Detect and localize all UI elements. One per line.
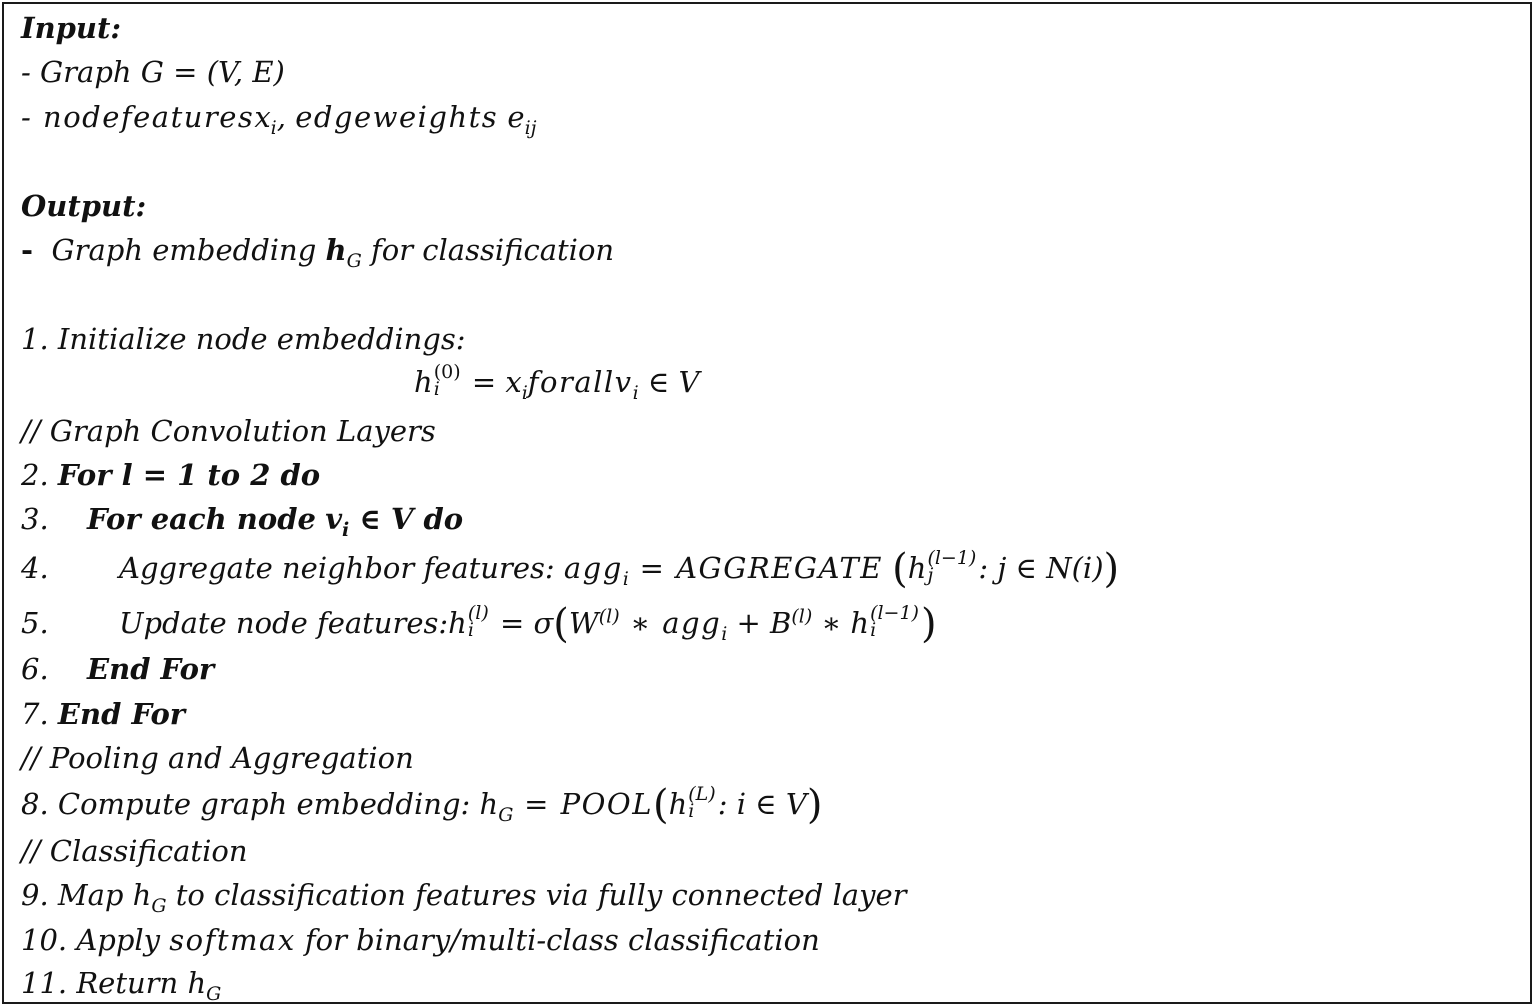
step-5-h: h (448, 606, 467, 640)
step-7 (21, 696, 185, 732)
step-10-softmax: softmax (169, 923, 296, 957)
step-5-h-scripts: (l) i (467, 602, 489, 641)
step-9-h-sub: G (151, 894, 167, 917)
x-subscript: i (270, 116, 277, 139)
input-features-line (21, 99, 537, 139)
step-8-lparen: ( (652, 782, 669, 828)
output-text-post: for classification (371, 233, 615, 267)
input-heading: Input: (21, 11, 122, 45)
step-5-W-sup: (l) (598, 605, 620, 628)
step-5-B-sup: (l) (791, 605, 813, 628)
step-10-post: for binary/multi-class classification (304, 923, 820, 957)
step-8-rparen: ) (806, 782, 823, 828)
edgeweights-text: edgeweights (295, 100, 499, 134)
step-3-number: 3. (21, 502, 49, 536)
step-8-hi: h (668, 787, 688, 821)
step-5-star-h: ∗ h (812, 606, 870, 640)
output-dash: - (21, 233, 34, 267)
step-5-number: 5. (21, 606, 49, 640)
step-4 (21, 546, 1120, 592)
output-heading: Output: (21, 189, 147, 223)
step-6-text: End For (87, 652, 215, 686)
output-text-pre: Graph embedding (51, 233, 317, 267)
eq-v-sub: i (632, 381, 639, 404)
step-4-lparen: ( (892, 546, 908, 592)
step-4-rest: : j ∈ N(i) (978, 551, 1104, 585)
input-graph-line: - Graph G = (V, E) (21, 55, 285, 89)
step-10-pre: 10. Apply (21, 923, 161, 957)
eq-equals-x: = x (462, 365, 522, 399)
step-4-agg: agg (563, 551, 623, 585)
step-9 (21, 877, 907, 917)
comment-pooling: // Pooling and Aggregation (21, 741, 414, 775)
step-5-lparen: ( (553, 601, 569, 647)
hG-symbol: h (325, 233, 347, 267)
eq-in-V: ∈ V (638, 365, 700, 399)
e-subscript: ij (524, 116, 537, 139)
x-symbol: x (254, 100, 271, 134)
hG-subscript: G (346, 249, 362, 272)
step-9-post: to classification features via fully connected layer (175, 878, 907, 912)
output-line (21, 232, 615, 272)
step-4-h-scripts: (l−1) j (927, 547, 977, 586)
step-11-pre: 11. Return (21, 966, 179, 1000)
step-2-number: 2. (21, 458, 49, 492)
features-text: - nodefeatures (21, 100, 255, 134)
step-8-h: h (479, 787, 499, 821)
step-8-h-sub: G (498, 803, 514, 826)
step-4-number: 4. (21, 551, 49, 585)
step-5-plus-B: + B (727, 606, 792, 640)
step-3-v-sub: i (342, 518, 350, 541)
step-5-agg-sub: i (721, 622, 728, 645)
comment-classification: // Classification (21, 834, 248, 868)
step-2 (21, 457, 320, 493)
eq-h: h (414, 365, 433, 399)
step-3-v: v (325, 502, 343, 536)
step-4-h: h (907, 551, 927, 585)
step-8 (21, 782, 823, 828)
comment-graph-convolution: // Graph Convolution Layers (21, 414, 436, 448)
step-5 (21, 601, 937, 647)
eq-h-scripts: (0) i (433, 361, 461, 400)
step-3-pre: For each node (87, 502, 316, 536)
step-5-W: W (568, 606, 599, 640)
step-1-label: 1. Initialize node embeddings: (21, 322, 466, 356)
step-8-pool: = POOL (513, 787, 653, 821)
step-6-number: 6. (21, 652, 49, 686)
step-5-sigma: = σ (490, 606, 554, 640)
step-8-label: 8. Compute graph embedding: (21, 787, 471, 821)
comma: , (276, 100, 286, 134)
step-8-rest: : i ∈ V (717, 787, 807, 821)
step-3-post: ∈ V do (349, 502, 464, 536)
step-11-h-sub: G (206, 982, 222, 1005)
step-10 (21, 922, 820, 958)
step-5-h2-scripts: (l−1) i (870, 602, 919, 641)
eq-x-sub: i (521, 381, 528, 404)
step-4-aggregate: = AGGREGATE (628, 551, 883, 585)
step-3 (21, 501, 464, 541)
step-5-agg: ∗ agg (619, 606, 722, 640)
step-9-pre: 9. Map (21, 878, 124, 912)
step-7-number: 7. (21, 697, 49, 731)
step-4-agg-sub: i (622, 567, 629, 590)
step-2-text: For l = 1 to 2 do (57, 458, 321, 492)
e-symbol: e (507, 100, 525, 134)
step-11 (21, 965, 222, 1005)
step-11-h: h (187, 966, 207, 1000)
step-9-h: h (132, 878, 152, 912)
step-7-text: End For (57, 697, 186, 731)
step-5-rparen: ) (920, 601, 937, 647)
step-4-rparen: ) (1103, 546, 1120, 592)
step-1-equation (414, 361, 700, 404)
eq-forall: forallv (527, 365, 633, 399)
step-8-hi-scripts: (L) i (688, 783, 716, 822)
step-6 (21, 651, 214, 687)
step-4-label: Aggregate neighbor features: (119, 551, 555, 585)
step-5-label: Update node features: (119, 606, 449, 640)
